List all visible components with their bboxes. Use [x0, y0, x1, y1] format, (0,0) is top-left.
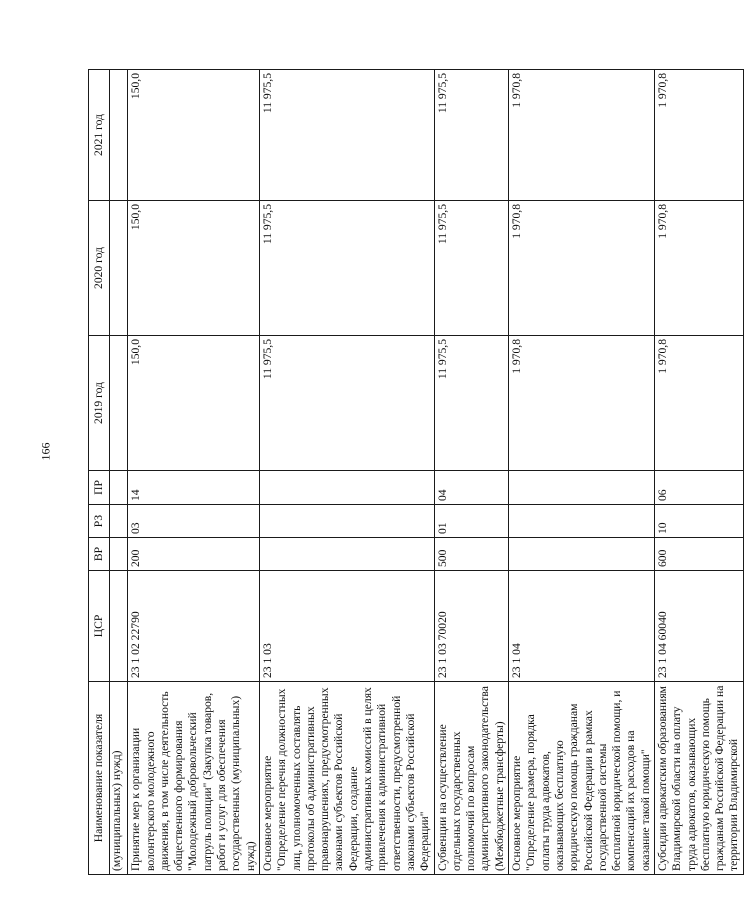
cell-2020: 1 970,8 [654, 201, 743, 336]
cell-rz: 10 [654, 505, 743, 538]
cell-name: Основное мероприятие "Определение перечня должностных лиц, уполномоченных составлять протоколы об административных правонарушениях, предусмотренных законами субъектов Российской Федерации, создание административных комиссий в целях привлечения к административной ответственности, предусмотренной законами субъектов Российской Федерации" [259, 682, 434, 875]
page-number: 166 [38, 442, 53, 461]
cell-2021: 150,0 [128, 70, 260, 201]
cell-2019: 11 975,5 [434, 336, 508, 471]
cell-pr [259, 471, 434, 505]
cell-rz [110, 505, 128, 538]
header-2020: 2020 год [89, 201, 110, 336]
cell-vr: 600 [654, 538, 743, 571]
table-row [509, 70, 655, 875]
table-row [259, 70, 434, 875]
cell-csr: 23 1 04 [509, 571, 655, 682]
cell-2019: 11 975,5 [259, 336, 434, 471]
cell-2020: 11 975,5 [259, 201, 434, 336]
cell-2021 [110, 70, 128, 201]
cell-2019: 1 970,8 [654, 336, 743, 471]
header-2019: 2019 год [89, 336, 110, 471]
cell-rz: 01 [434, 505, 508, 538]
cell-rz: 03 [128, 505, 260, 538]
table-row [128, 70, 260, 875]
cell-name: Принятие мер к организации волонтерского молодежного движения, в том числе деятельность общественного формирования "Молодежный добровольческий патруль полиции" (Закупка товаров, работ и услуг для обеспечения государственных (муниципальных) нужд) [128, 682, 260, 875]
table-row [434, 70, 508, 875]
cell-name: Основное мероприятие "Определение размера, порядка оплаты труда адвокатов, оказывающих бесплатную юридическую помощь гражданам Российской Федерации в рамках государственной системы бесплатной юридической помощи, и компенсаций их расходов на оказание такой помощи" [509, 682, 655, 875]
cell-csr [110, 571, 128, 682]
cell-vr: 500 [434, 538, 508, 571]
cell-pr [509, 471, 655, 505]
header-name: Наименование показателя [89, 682, 110, 875]
cell-csr: 23 1 03 70020 [434, 571, 508, 682]
budget-table [88, 69, 744, 875]
cell-rz [509, 505, 655, 538]
cell-pr: 06 [654, 471, 743, 505]
table-row [110, 70, 128, 875]
cell-2021: 11 975,5 [259, 70, 434, 201]
header-2021: 2021 год [89, 70, 110, 201]
rotated-page [88, 70, 741, 875]
cell-csr: 23 1 03 [259, 571, 434, 682]
cell-2021: 1 970,8 [654, 70, 743, 201]
cell-vr: 200 [128, 538, 260, 571]
cell-pr: 04 [434, 471, 508, 505]
cell-vr [509, 538, 655, 571]
cell-2021: 11 975,5 [434, 70, 508, 201]
header-row [89, 70, 110, 875]
cell-pr: 14 [128, 471, 260, 505]
header-csr: ЦСР [89, 571, 110, 682]
cell-vr [110, 538, 128, 571]
table-row [654, 70, 743, 875]
cell-pr [110, 471, 128, 505]
cell-2019: 150,0 [128, 336, 260, 471]
cell-2020 [110, 201, 128, 336]
header-vr: ВР [89, 538, 110, 571]
cell-csr: 23 1 04 60040 [654, 571, 743, 682]
cell-name: (муниципальных) нужд) [110, 682, 128, 875]
header-pr: ПР [89, 471, 110, 505]
cell-2020: 1 970,8 [509, 201, 655, 336]
cell-2019: 1 970,8 [509, 336, 655, 471]
cell-2020: 11 975,5 [434, 201, 508, 336]
cell-csr: 23 1 02 22790 [128, 571, 260, 682]
cell-2020: 150,0 [128, 201, 260, 336]
header-rz: РЗ [89, 505, 110, 538]
cell-rz [259, 505, 434, 538]
cell-2019 [110, 336, 128, 471]
cell-name: Субвенции на осуществление отдельных государственных полномочий по вопросам административного законодательства (Межбюджетные трансферты) [434, 682, 508, 875]
cell-vr [259, 538, 434, 571]
cell-2021: 1 970,8 [509, 70, 655, 201]
cell-name: Субсидии адвокатским образованиям Владимирской области на оплату труда адвокатов, оказывающих бесплатную юридическую помощь гражданам Российской Федерации на территории Владимирской [654, 682, 743, 875]
